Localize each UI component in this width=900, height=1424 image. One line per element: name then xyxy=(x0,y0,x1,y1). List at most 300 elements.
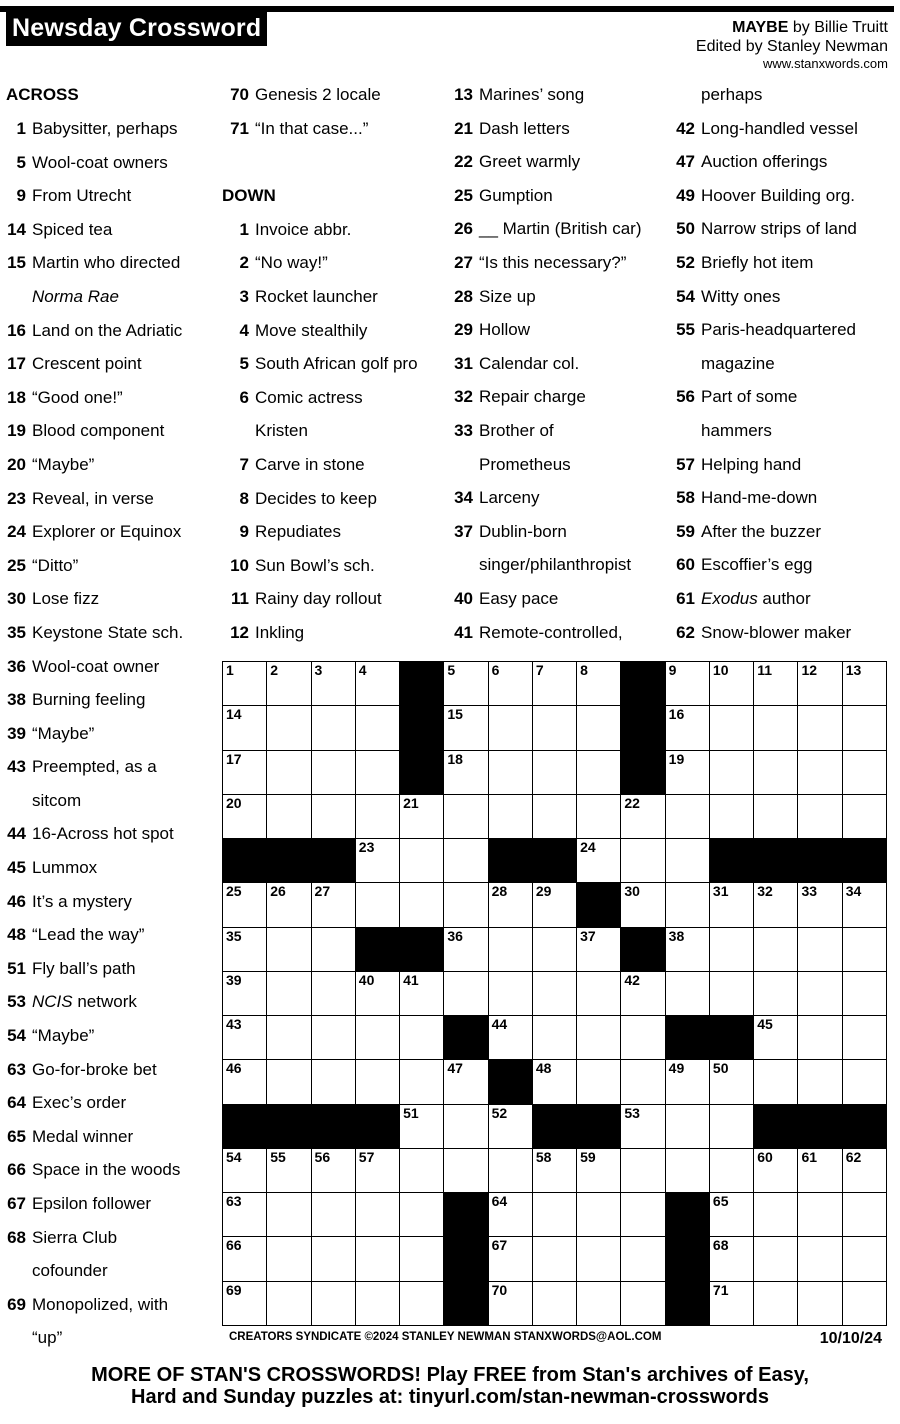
grid-cell[interactable] xyxy=(222,1015,268,1061)
clue-number: 53 xyxy=(7,992,26,1012)
clue[interactable] xyxy=(6,179,183,213)
grid-cell[interactable] xyxy=(576,971,622,1017)
grid-cell[interactable] xyxy=(355,1236,401,1282)
grid-cell[interactable] xyxy=(399,794,445,840)
clue-text: “Lead the way” xyxy=(32,925,145,945)
grid-cell[interactable] xyxy=(620,1059,666,1105)
cell-number: 60 xyxy=(757,1148,773,1165)
clue[interactable] xyxy=(6,1019,183,1053)
grid-cell[interactable] xyxy=(620,794,666,840)
grid-cell[interactable] xyxy=(797,882,843,928)
grid-cell[interactable] xyxy=(709,971,755,1017)
grid-cell[interactable] xyxy=(576,1192,622,1238)
clue[interactable] xyxy=(6,1053,183,1087)
clue[interactable] xyxy=(6,582,183,616)
clue-text: Greet warmly xyxy=(479,152,581,172)
clue[interactable] xyxy=(446,515,641,549)
grid-cell[interactable] xyxy=(797,661,843,707)
grid-cell[interactable] xyxy=(266,1236,312,1282)
grid-cell[interactable] xyxy=(266,971,312,1017)
grid-cell[interactable] xyxy=(311,661,357,707)
grid-cell[interactable] xyxy=(266,1192,312,1238)
cell-number: 34 xyxy=(845,883,862,900)
grid-cell[interactable] xyxy=(842,1281,888,1327)
grid-cell[interactable] xyxy=(488,882,534,928)
grid-cell[interactable] xyxy=(443,882,489,928)
clue[interactable] xyxy=(6,650,183,684)
clue-text: Sierra Club xyxy=(32,1227,118,1247)
grid-cell[interactable] xyxy=(842,971,888,1017)
grid-cell[interactable] xyxy=(665,794,711,840)
clue-text: Land on the Adriatic xyxy=(32,320,183,340)
grid-cell[interactable] xyxy=(753,1236,799,1282)
grid-cell[interactable] xyxy=(443,927,489,973)
grid-cell[interactable] xyxy=(443,794,489,840)
grid-cell[interactable] xyxy=(576,1059,622,1105)
grid-cell[interactable] xyxy=(399,838,445,884)
clue[interactable] xyxy=(6,246,183,280)
clue[interactable] xyxy=(6,750,183,784)
cell-number: 49 xyxy=(668,1060,685,1077)
grid-cell[interactable] xyxy=(576,927,622,973)
clue[interactable] xyxy=(6,213,183,247)
grid-cell[interactable] xyxy=(753,1148,799,1194)
grid-cell[interactable] xyxy=(576,1148,622,1194)
clue[interactable] xyxy=(6,851,183,885)
cell-number: 54 xyxy=(226,1148,242,1165)
clue[interactable] xyxy=(446,280,641,314)
grid-cell[interactable] xyxy=(532,705,578,751)
clue[interactable] xyxy=(668,145,858,179)
clue-number: 16 xyxy=(7,320,26,340)
grid-cell[interactable] xyxy=(488,971,534,1017)
grid-cell[interactable] xyxy=(753,1015,799,1061)
clue[interactable] xyxy=(668,112,858,146)
grid-block xyxy=(709,1015,755,1061)
clue[interactable] xyxy=(6,146,183,180)
crossword-grid[interactable] xyxy=(222,661,886,1325)
grid-cell[interactable] xyxy=(488,1148,534,1194)
clue[interactable] xyxy=(6,482,183,516)
grid-cell[interactable] xyxy=(488,705,534,751)
clue[interactable] xyxy=(668,179,858,213)
clue[interactable] xyxy=(6,1221,183,1255)
grid-cell[interactable] xyxy=(266,1281,312,1327)
grid-cell[interactable] xyxy=(797,794,843,840)
grid-cell[interactable] xyxy=(355,838,401,884)
grid-cell[interactable] xyxy=(753,1192,799,1238)
grid-cell[interactable] xyxy=(355,750,401,796)
grid-cell[interactable] xyxy=(842,705,888,751)
grid-cell[interactable] xyxy=(665,1148,711,1194)
grid-cell[interactable] xyxy=(797,1059,843,1105)
clue[interactable] xyxy=(446,481,641,515)
grid-cell[interactable] xyxy=(532,1236,578,1282)
grid-cell[interactable] xyxy=(709,705,755,751)
grid-cell[interactable] xyxy=(488,1015,534,1061)
grid-cell[interactable] xyxy=(222,661,268,707)
grid-cell[interactable] xyxy=(753,661,799,707)
grid-cell[interactable] xyxy=(355,705,401,751)
clue[interactable] xyxy=(446,414,641,448)
clue[interactable] xyxy=(222,78,418,112)
clue[interactable] xyxy=(6,985,183,1019)
cell-number: 30 xyxy=(624,883,640,900)
clue[interactable] xyxy=(6,918,183,952)
clue[interactable] xyxy=(668,448,858,482)
grid-cell[interactable] xyxy=(576,1236,622,1282)
grid-cell[interactable] xyxy=(797,1148,843,1194)
grid-cell[interactable] xyxy=(532,750,578,796)
clue[interactable] xyxy=(668,515,858,549)
grid-cell[interactable] xyxy=(665,927,711,973)
grid-cell[interactable] xyxy=(620,1192,666,1238)
clue[interactable] xyxy=(222,112,418,146)
grid-cell[interactable] xyxy=(620,1015,666,1061)
grid-cell[interactable] xyxy=(222,1148,268,1194)
clue[interactable] xyxy=(446,380,641,414)
grid-cell[interactable] xyxy=(842,1192,888,1238)
clue[interactable] xyxy=(6,616,183,650)
cell-number: 46 xyxy=(226,1060,242,1077)
clue[interactable] xyxy=(446,347,641,381)
grid-cell[interactable] xyxy=(311,971,357,1017)
clue[interactable] xyxy=(668,246,858,280)
grid-cell[interactable] xyxy=(222,1236,268,1282)
grid-cell[interactable] xyxy=(532,927,578,973)
grid-cell[interactable] xyxy=(620,882,666,928)
clue-number: 59 xyxy=(676,521,695,541)
grid-cell[interactable] xyxy=(665,1059,711,1105)
clue[interactable] xyxy=(6,1120,183,1154)
grid-cell[interactable] xyxy=(532,1059,578,1105)
grid-block xyxy=(222,1104,268,1150)
grid-block xyxy=(620,661,666,707)
grid-cell[interactable] xyxy=(665,1104,711,1150)
grid-cell[interactable] xyxy=(753,971,799,1017)
clue[interactable] xyxy=(222,381,418,415)
grid-cell[interactable] xyxy=(222,882,268,928)
grid-cell[interactable] xyxy=(355,794,401,840)
grid-cell[interactable] xyxy=(443,971,489,1017)
clue-number: 22 xyxy=(454,152,473,172)
grid-cell[interactable] xyxy=(311,1148,357,1194)
grid-cell[interactable] xyxy=(709,1281,755,1327)
grid-cell[interactable] xyxy=(665,971,711,1017)
grid-cell[interactable] xyxy=(532,1281,578,1327)
grid-cell[interactable] xyxy=(355,1148,401,1194)
grid-cell[interactable] xyxy=(266,882,312,928)
clue-number: 33 xyxy=(454,420,473,440)
grid-cell[interactable] xyxy=(797,1236,843,1282)
grid-cell[interactable] xyxy=(842,750,888,796)
grid-cell[interactable] xyxy=(355,661,401,707)
grid-cell[interactable] xyxy=(620,971,666,1017)
clue[interactable] xyxy=(6,112,183,146)
grid-cell[interactable] xyxy=(576,705,622,751)
clue[interactable] xyxy=(222,246,418,280)
cell-number: 12 xyxy=(801,662,818,678)
cell-number: 51 xyxy=(403,1104,419,1121)
cell-number: 18 xyxy=(447,750,463,767)
grid-cell[interactable] xyxy=(399,882,445,928)
clue[interactable] xyxy=(446,179,641,213)
grid-cell[interactable] xyxy=(443,838,489,884)
grid-cell[interactable] xyxy=(620,1281,666,1327)
grid-cell[interactable] xyxy=(842,1236,888,1282)
clue[interactable] xyxy=(446,246,641,280)
grid-cell[interactable] xyxy=(753,750,799,796)
grid-block xyxy=(443,1192,489,1238)
clue[interactable] xyxy=(446,145,641,179)
clue[interactable] xyxy=(222,482,418,516)
clue[interactable] xyxy=(222,448,418,482)
clue[interactable] xyxy=(668,380,858,414)
clue-number: 46 xyxy=(7,891,26,911)
clue[interactable] xyxy=(6,885,183,919)
grid-cell[interactable] xyxy=(266,1059,312,1105)
grid-cell[interactable] xyxy=(620,1236,666,1282)
clue[interactable] xyxy=(446,313,641,347)
clue[interactable] xyxy=(6,515,183,549)
grid-cell[interactable] xyxy=(576,794,622,840)
grid-cell[interactable] xyxy=(443,1059,489,1105)
grid-cell[interactable] xyxy=(311,794,357,840)
clue[interactable] xyxy=(6,414,183,448)
grid-cell[interactable] xyxy=(620,1104,666,1150)
grid-cell[interactable] xyxy=(842,1015,888,1061)
grid-cell[interactable] xyxy=(576,1281,622,1327)
grid-cell[interactable] xyxy=(266,661,312,707)
grid-cell[interactable] xyxy=(753,705,799,751)
grid-cell[interactable] xyxy=(753,1059,799,1105)
grid-cell[interactable] xyxy=(576,1015,622,1061)
grid-cell[interactable] xyxy=(443,1148,489,1194)
grid-cell[interactable] xyxy=(355,1192,401,1238)
clue[interactable] xyxy=(222,616,418,650)
clue[interactable] xyxy=(446,112,641,146)
grid-cell[interactable] xyxy=(709,750,755,796)
grid-cell[interactable] xyxy=(355,971,401,1017)
grid-cell[interactable] xyxy=(797,705,843,751)
grid-cell[interactable] xyxy=(443,1104,489,1150)
grid-cell[interactable] xyxy=(665,882,711,928)
grid-cell[interactable] xyxy=(797,971,843,1017)
grid-cell[interactable] xyxy=(576,661,622,707)
grid-cell[interactable] xyxy=(709,1192,755,1238)
clue[interactable] xyxy=(222,213,418,247)
grid-cell[interactable] xyxy=(488,1281,534,1327)
grid-cell[interactable] xyxy=(311,1059,357,1105)
clue[interactable] xyxy=(446,78,641,112)
grid-cell[interactable] xyxy=(311,882,357,928)
grid-cell[interactable] xyxy=(797,1281,843,1327)
grid-cell[interactable] xyxy=(842,1148,888,1194)
clue[interactable] xyxy=(446,582,641,616)
clue[interactable] xyxy=(222,347,418,381)
grid-cell[interactable] xyxy=(266,705,312,751)
grid-cell[interactable] xyxy=(532,882,578,928)
grid-cell[interactable] xyxy=(620,838,666,884)
grid-cell[interactable] xyxy=(311,750,357,796)
grid-cell[interactable] xyxy=(532,971,578,1017)
grid-cell[interactable] xyxy=(222,1059,268,1105)
clue[interactable] xyxy=(6,549,183,583)
grid-cell[interactable] xyxy=(576,750,622,796)
clue[interactable] xyxy=(222,582,418,616)
grid-cell[interactable] xyxy=(222,971,268,1017)
grid-cell[interactable] xyxy=(842,1059,888,1105)
grid-cell[interactable] xyxy=(753,927,799,973)
grid-cell[interactable] xyxy=(532,1015,578,1061)
clue-number: 42 xyxy=(676,118,695,138)
grid-cell[interactable] xyxy=(842,927,888,973)
grid-cell[interactable] xyxy=(532,1148,578,1194)
grid-cell[interactable] xyxy=(399,1281,445,1327)
clue[interactable] xyxy=(6,683,183,717)
clue[interactable] xyxy=(6,1187,183,1221)
cell-number: 43 xyxy=(226,1016,242,1033)
grid-cell[interactable] xyxy=(842,882,888,928)
grid-cell[interactable] xyxy=(222,750,268,796)
grid-cell[interactable] xyxy=(488,750,534,796)
grid-cell[interactable] xyxy=(355,1015,401,1061)
clue[interactable] xyxy=(6,952,183,986)
grid-cell[interactable] xyxy=(399,971,445,1017)
grid-cell[interactable] xyxy=(399,1192,445,1238)
clue[interactable] xyxy=(6,1153,183,1187)
grid-cell[interactable] xyxy=(399,1236,445,1282)
grid-cell[interactable] xyxy=(443,705,489,751)
grid-cell[interactable] xyxy=(222,927,268,973)
grid-cell[interactable] xyxy=(443,750,489,796)
clue[interactable] xyxy=(6,1086,183,1120)
grid-cell[interactable] xyxy=(753,882,799,928)
grid-cell[interactable] xyxy=(222,1192,268,1238)
grid-cell[interactable] xyxy=(797,1192,843,1238)
grid-cell[interactable] xyxy=(709,1059,755,1105)
cell-number: 6 xyxy=(491,662,500,678)
grid-cell[interactable] xyxy=(488,794,534,840)
grid-cell[interactable] xyxy=(797,1015,843,1061)
clue-number: 3 xyxy=(239,286,249,306)
grid-cell[interactable] xyxy=(399,1015,445,1061)
grid-cell[interactable] xyxy=(222,794,268,840)
grid-cell[interactable] xyxy=(488,661,534,707)
grid-cell[interactable] xyxy=(488,927,534,973)
clue-number: 26 xyxy=(454,219,473,239)
grid-cell[interactable] xyxy=(709,1236,755,1282)
cell-number: 64 xyxy=(491,1193,508,1210)
grid-cell[interactable] xyxy=(355,882,401,928)
clue[interactable] xyxy=(6,347,183,381)
grid-cell[interactable] xyxy=(620,1148,666,1194)
grid-cell[interactable] xyxy=(665,661,711,707)
clue[interactable] xyxy=(668,582,858,616)
clue[interactable] xyxy=(222,515,418,549)
grid-cell[interactable] xyxy=(266,750,312,796)
grid-cell[interactable] xyxy=(311,1015,357,1061)
grid-cell[interactable] xyxy=(709,882,755,928)
grid-cell[interactable] xyxy=(709,1148,755,1194)
grid-cell[interactable] xyxy=(222,1281,268,1327)
grid-cell[interactable] xyxy=(665,705,711,751)
grid-cell[interactable] xyxy=(797,927,843,973)
grid-cell[interactable] xyxy=(266,927,312,973)
grid-cell[interactable] xyxy=(355,1281,401,1327)
grid-cell[interactable] xyxy=(311,1192,357,1238)
clue[interactable] xyxy=(446,616,641,650)
clue[interactable] xyxy=(6,314,183,348)
grid-cell[interactable] xyxy=(797,750,843,796)
clue[interactable] xyxy=(6,1288,183,1322)
clue[interactable] xyxy=(668,280,858,314)
grid-cell[interactable] xyxy=(665,838,711,884)
clue[interactable] xyxy=(6,717,183,751)
grid-cell[interactable] xyxy=(488,1104,534,1150)
grid-cell[interactable] xyxy=(665,750,711,796)
grid-cell[interactable] xyxy=(488,1236,534,1282)
grid-cell[interactable] xyxy=(311,927,357,973)
grid-cell[interactable] xyxy=(753,1281,799,1327)
grid-cell[interactable] xyxy=(576,838,622,884)
clue-text: Brother of xyxy=(479,420,554,440)
clue[interactable] xyxy=(6,817,183,851)
grid-cell[interactable] xyxy=(488,1192,534,1238)
clue[interactable] xyxy=(668,313,858,347)
grid-cell[interactable] xyxy=(443,661,489,707)
grid-cell[interactable] xyxy=(532,1192,578,1238)
clue[interactable] xyxy=(222,280,418,314)
clue-number: 45 xyxy=(7,858,26,878)
grid-cell[interactable] xyxy=(266,1015,312,1061)
cell-number: 53 xyxy=(624,1104,640,1121)
clue[interactable] xyxy=(222,314,418,348)
grid-block xyxy=(266,838,312,884)
clue-text: cofounder xyxy=(32,1261,108,1281)
grid-cell[interactable] xyxy=(311,1236,357,1282)
grid-cell[interactable] xyxy=(266,1148,312,1194)
clue[interactable] xyxy=(668,616,858,650)
grid-cell[interactable] xyxy=(399,1059,445,1105)
clue[interactable] xyxy=(222,549,418,583)
clue[interactable] xyxy=(668,212,858,246)
grid-cell[interactable] xyxy=(709,1104,755,1150)
grid-cell[interactable] xyxy=(355,1059,401,1105)
clue[interactable] xyxy=(668,481,858,515)
grid-cell[interactable] xyxy=(399,1104,445,1150)
clue[interactable] xyxy=(6,448,183,482)
cell-number: 39 xyxy=(226,971,242,988)
clue[interactable] xyxy=(668,548,858,582)
grid-cell[interactable] xyxy=(842,661,888,707)
grid-cell[interactable] xyxy=(842,794,888,840)
grid-cell[interactable] xyxy=(222,705,268,751)
clue[interactable] xyxy=(446,212,641,246)
grid-cell[interactable] xyxy=(532,794,578,840)
grid-cell[interactable] xyxy=(709,927,755,973)
cell-number: 8 xyxy=(580,662,588,678)
grid-cell[interactable] xyxy=(311,705,357,751)
clue[interactable] xyxy=(6,381,183,415)
grid-cell[interactable] xyxy=(266,794,312,840)
grid-cell[interactable] xyxy=(753,794,799,840)
grid-cell[interactable] xyxy=(709,661,755,707)
grid-cell[interactable] xyxy=(532,661,578,707)
grid-cell[interactable] xyxy=(399,1148,445,1194)
grid-cell[interactable] xyxy=(709,794,755,840)
grid-cell[interactable] xyxy=(311,1281,357,1327)
